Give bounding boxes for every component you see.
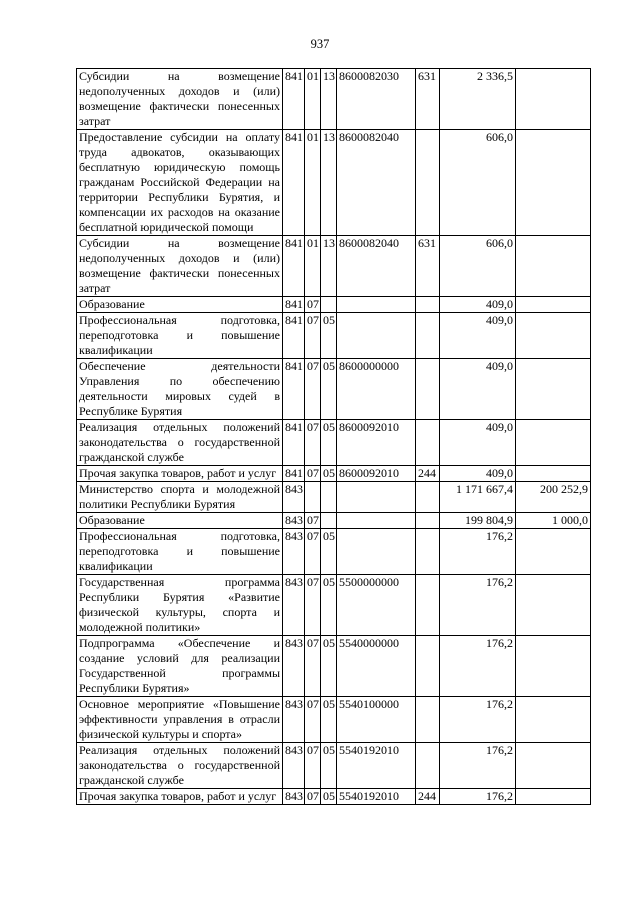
amount-secondary-cell	[516, 69, 591, 130]
amount-secondary-cell	[516, 130, 591, 236]
ministry-code-cell: 841	[283, 130, 305, 236]
item-name-cell: Профессиональная подготовка, переподготовка и повышение квалификации	[77, 313, 283, 359]
ministry-code-cell: 843	[283, 575, 305, 636]
target-article-code-cell	[337, 297, 416, 313]
budget-table	[76, 68, 591, 805]
amount-secondary-cell	[516, 697, 591, 743]
amount-cell: 176,2	[440, 743, 516, 789]
amount-cell: 176,2	[440, 697, 516, 743]
subsection-code-cell: 05	[321, 529, 337, 575]
subsection-code-cell: 13	[321, 69, 337, 130]
expense-type-code-cell: 631	[416, 236, 440, 297]
table-row	[77, 789, 591, 805]
subsection-code-cell: 05	[321, 575, 337, 636]
amount-cell: 176,2	[440, 529, 516, 575]
expense-type-code-cell	[416, 743, 440, 789]
table-row	[77, 697, 591, 743]
amount-secondary-cell	[516, 297, 591, 313]
target-article-code-cell: 8600000000	[337, 359, 416, 420]
table-row	[77, 529, 591, 575]
amount-secondary-cell	[516, 236, 591, 297]
item-name-cell: Субсидии на возмещение недополученных доходов и (или) возмещение фактически понесенных затрат	[77, 236, 283, 297]
amount-secondary-cell	[516, 313, 591, 359]
subsection-code-cell: 05	[321, 789, 337, 805]
amount-cell: 409,0	[440, 297, 516, 313]
ministry-code-cell: 843	[283, 529, 305, 575]
target-article-code-cell: 5540100000	[337, 697, 416, 743]
item-name-cell: Образование	[77, 297, 283, 313]
expense-type-code-cell	[416, 297, 440, 313]
amount-cell: 176,2	[440, 636, 516, 697]
target-article-code-cell: 8600092010	[337, 420, 416, 466]
table-row	[77, 513, 591, 529]
section-code-cell: 07	[305, 466, 321, 482]
item-name-cell: Профессиональная подготовка, переподготовка и повышение квалификации	[77, 529, 283, 575]
item-name-cell: Государственная программа Республики Бурятия «Развитие физической культуры, спорта и молодежной политики»	[77, 575, 283, 636]
section-code-cell: 01	[305, 130, 321, 236]
table-row	[77, 575, 591, 636]
target-article-code-cell: 5540192010	[337, 789, 416, 805]
ministry-code-cell: 841	[283, 236, 305, 297]
amount-cell: 176,2	[440, 789, 516, 805]
subsection-code-cell: 13	[321, 130, 337, 236]
table-body	[77, 69, 591, 805]
amount-secondary-cell	[516, 789, 591, 805]
amount-secondary-cell	[516, 359, 591, 420]
item-name-cell: Подпрограмма «Обеспечение и создание условий для реализации Государственной программы Республики Бурятия»	[77, 636, 283, 697]
expense-type-code-cell	[416, 529, 440, 575]
subsection-code-cell	[321, 482, 337, 513]
target-article-code-cell: 5500000000	[337, 575, 416, 636]
section-code-cell: 07	[305, 789, 321, 805]
target-article-code-cell	[337, 482, 416, 513]
table-row	[77, 69, 591, 130]
target-article-code-cell	[337, 513, 416, 529]
amount-cell: 409,0	[440, 359, 516, 420]
subsection-code-cell	[321, 513, 337, 529]
subsection-code-cell: 05	[321, 636, 337, 697]
table-row	[77, 482, 591, 513]
ministry-code-cell: 841	[283, 313, 305, 359]
section-code-cell: 07	[305, 359, 321, 420]
amount-cell: 2 336,5	[440, 69, 516, 130]
ministry-code-cell: 841	[283, 466, 305, 482]
section-code-cell: 07	[305, 313, 321, 359]
item-name-cell: Реализация отдельных положений законодательства о государственной гражданской службе	[77, 743, 283, 789]
section-code-cell: 07	[305, 529, 321, 575]
section-code-cell: 07	[305, 297, 321, 313]
target-article-code-cell: 5540192010	[337, 743, 416, 789]
item-name-cell: Обеспечение деятельности Управления по обеспечению деятельности мировых судей в Республике Бурятия	[77, 359, 283, 420]
item-name-cell: Основное мероприятие «Повышение эффективности управления в отрасли физической культуры и спорта»	[77, 697, 283, 743]
amount-secondary-cell	[516, 575, 591, 636]
ministry-code-cell: 843	[283, 513, 305, 529]
amount-secondary-cell	[516, 743, 591, 789]
expense-type-code-cell: 244	[416, 789, 440, 805]
amount-cell: 606,0	[440, 236, 516, 297]
target-article-code-cell	[337, 313, 416, 359]
section-code-cell: 01	[305, 69, 321, 130]
expense-type-code-cell	[416, 313, 440, 359]
expense-type-code-cell	[416, 697, 440, 743]
amount-cell: 606,0	[440, 130, 516, 236]
item-name-cell: Субсидии на возмещение недополученных доходов и (или) возмещение фактически понесенных затрат	[77, 69, 283, 130]
section-code-cell: 07	[305, 575, 321, 636]
subsection-code-cell: 05	[321, 313, 337, 359]
subsection-code-cell: 05	[321, 466, 337, 482]
target-article-code-cell: 8600092010	[337, 466, 416, 482]
table-row	[77, 743, 591, 789]
amount-cell: 176,2	[440, 575, 516, 636]
subsection-code-cell: 05	[321, 420, 337, 466]
section-code-cell	[305, 482, 321, 513]
target-article-code-cell: 8600082040	[337, 236, 416, 297]
ministry-code-cell: 843	[283, 482, 305, 513]
page-number: 937	[310, 37, 330, 51]
amount-cell: 1 171 667,4	[440, 482, 516, 513]
table-row	[77, 636, 591, 697]
amount-cell: 409,0	[440, 466, 516, 482]
ministry-code-cell: 843	[283, 789, 305, 805]
subsection-code-cell: 13	[321, 236, 337, 297]
item-name-cell: Министерство спорта и молодежной политики Республики Бурятия	[77, 482, 283, 513]
amount-cell: 409,0	[440, 420, 516, 466]
table-row	[77, 359, 591, 420]
expense-type-code-cell	[416, 575, 440, 636]
subsection-code-cell: 05	[321, 697, 337, 743]
ministry-code-cell: 841	[283, 297, 305, 313]
amount-secondary-cell	[516, 466, 591, 482]
ministry-code-cell: 843	[283, 636, 305, 697]
table-row	[77, 420, 591, 466]
amount-secondary-cell: 200 252,9	[516, 482, 591, 513]
subsection-code-cell: 05	[321, 359, 337, 420]
expense-type-code-cell	[416, 482, 440, 513]
section-code-cell: 01	[305, 236, 321, 297]
target-article-code-cell: 5540000000	[337, 636, 416, 697]
expense-type-code-cell	[416, 130, 440, 236]
section-code-cell: 07	[305, 697, 321, 743]
item-name-cell: Реализация отдельных положений законодательства о государственной гражданской службе	[77, 420, 283, 466]
table-row	[77, 313, 591, 359]
expense-type-code-cell	[416, 359, 440, 420]
expense-type-code-cell	[416, 636, 440, 697]
expense-type-code-cell: 244	[416, 466, 440, 482]
ministry-code-cell: 843	[283, 743, 305, 789]
section-code-cell: 07	[305, 420, 321, 466]
amount-secondary-cell: 1 000,0	[516, 513, 591, 529]
expense-type-code-cell	[416, 513, 440, 529]
table-row	[77, 466, 591, 482]
amount-secondary-cell	[516, 636, 591, 697]
ministry-code-cell: 843	[283, 697, 305, 743]
target-article-code-cell	[337, 529, 416, 575]
ministry-code-cell: 841	[283, 69, 305, 130]
ministry-code-cell: 841	[283, 359, 305, 420]
section-code-cell: 07	[305, 513, 321, 529]
subsection-code-cell: 05	[321, 743, 337, 789]
item-name-cell: Прочая закупка товаров, работ и услуг	[77, 466, 283, 482]
item-name-cell: Образование	[77, 513, 283, 529]
ministry-code-cell: 841	[283, 420, 305, 466]
table-row	[77, 297, 591, 313]
item-name-cell: Предоставление субсидии на оплату труда адвокатов, оказывающих бесплатную юридическую помощь гражданам Российской Федерации на территории Республики Бурятия, и компенсации их расходов на оказание бесплатной юридической помощи	[77, 130, 283, 236]
subsection-code-cell	[321, 297, 337, 313]
expense-type-code-cell	[416, 420, 440, 466]
table-row	[77, 236, 591, 297]
section-code-cell: 07	[305, 743, 321, 789]
amount-cell: 199 804,9	[440, 513, 516, 529]
amount-secondary-cell	[516, 420, 591, 466]
section-code-cell: 07	[305, 636, 321, 697]
item-name-cell: Прочая закупка товаров, работ и услуг	[77, 789, 283, 805]
target-article-code-cell: 8600082040	[337, 130, 416, 236]
expense-type-code-cell: 631	[416, 69, 440, 130]
table-row	[77, 130, 591, 236]
target-article-code-cell: 8600082030	[337, 69, 416, 130]
amount-cell: 409,0	[440, 313, 516, 359]
amount-secondary-cell	[516, 529, 591, 575]
